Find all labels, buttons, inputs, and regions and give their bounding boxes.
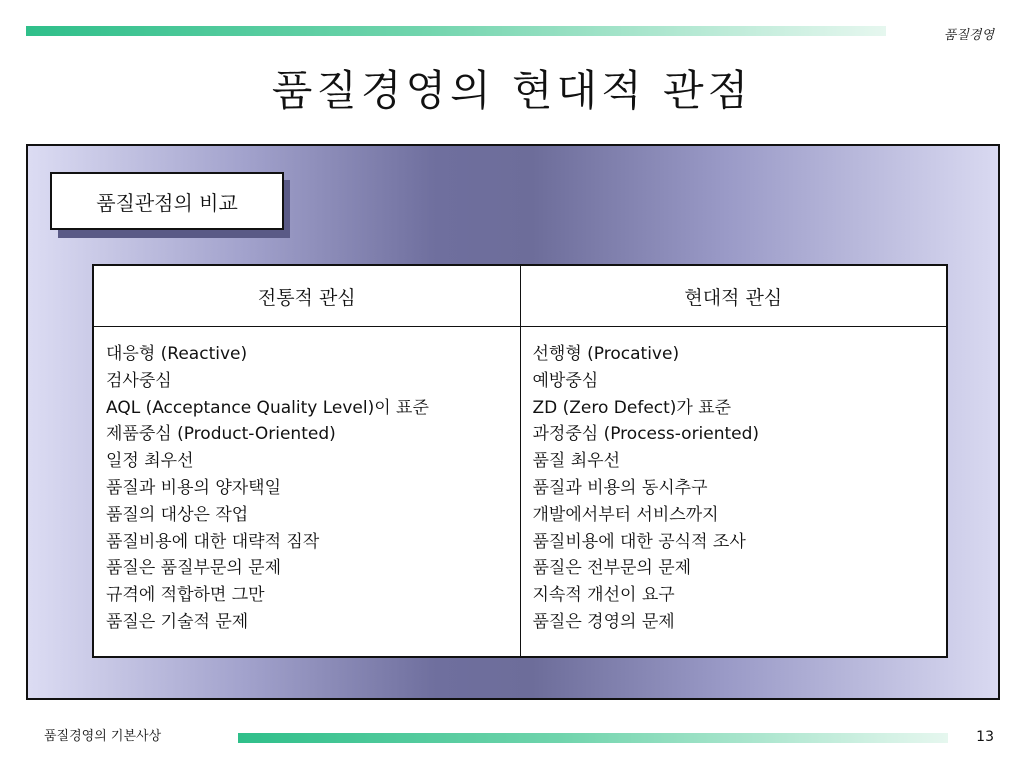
table-row xyxy=(93,327,947,658)
traditional-list-item: 대응형 (Reactive) xyxy=(106,344,248,364)
traditional-list-item: 품질비용에 대한 대략적 짐작 xyxy=(106,531,320,552)
traditional-list-item: 품질은 품질부문의 문제 xyxy=(106,558,282,579)
traditional-list-item: 품질과 비용의 양자택일 xyxy=(106,477,282,498)
section-label: 품질관점의 비교 xyxy=(50,172,284,230)
traditional-list-item: 품질의 대상은 작업 xyxy=(106,504,249,525)
modern-list xyxy=(533,341,937,636)
header-accent-bar xyxy=(26,26,886,36)
page-number: 13 xyxy=(976,729,994,745)
header-label: 품질경영 xyxy=(943,28,994,43)
modern-list-item: 품질 최우선 xyxy=(532,451,621,472)
modern-list-item: 과정중심 (Process-oriented) xyxy=(532,424,760,445)
modern-list-item: 품질비용에 대한 공식적 조사 xyxy=(532,531,746,552)
traditional-list-item: 일정 최우선 xyxy=(106,451,194,472)
modern-list-item: 선행형 (Procative) xyxy=(532,344,680,364)
modern-list-item: 예방중심 xyxy=(532,370,599,391)
traditional-column xyxy=(93,327,520,658)
header-modern: 현대적 관심 xyxy=(520,265,947,327)
slide-title: 품질경영의 현대적 관점 xyxy=(271,66,753,115)
modern-list-item: 지속적 개선이 요구 xyxy=(532,585,675,606)
modern-list-item: ZD (Zero Defect)가 표준 xyxy=(532,397,732,418)
modern-column xyxy=(520,327,947,658)
header-traditional: 전통적 관심 xyxy=(93,265,520,327)
footer-label: 품질경영의 기본사상 xyxy=(44,729,162,744)
traditional-list-item: 규격에 적합하면 그만 xyxy=(106,585,265,606)
traditional-list-item: 검사중심 xyxy=(106,370,172,391)
traditional-list-item: 품질은 기술적 문제 xyxy=(106,611,249,632)
traditional-list xyxy=(106,341,510,636)
footer-accent-bar xyxy=(238,733,948,743)
traditional-list-item: 제품중심 (Product-Oriented) xyxy=(106,424,336,445)
modern-list-item: 품질은 경영의 문제 xyxy=(532,611,675,632)
traditional-list-item: AQL (Acceptance Quality Level)이 표준 xyxy=(106,397,429,418)
modern-list-item: 품질과 비용의 동시추구 xyxy=(532,477,708,498)
modern-list-item: 품질은 전부문의 문제 xyxy=(532,558,692,579)
modern-list-item: 개발에서부터 서비스까지 xyxy=(532,504,719,525)
table-header-row xyxy=(93,265,947,327)
comparison-table xyxy=(92,264,948,658)
